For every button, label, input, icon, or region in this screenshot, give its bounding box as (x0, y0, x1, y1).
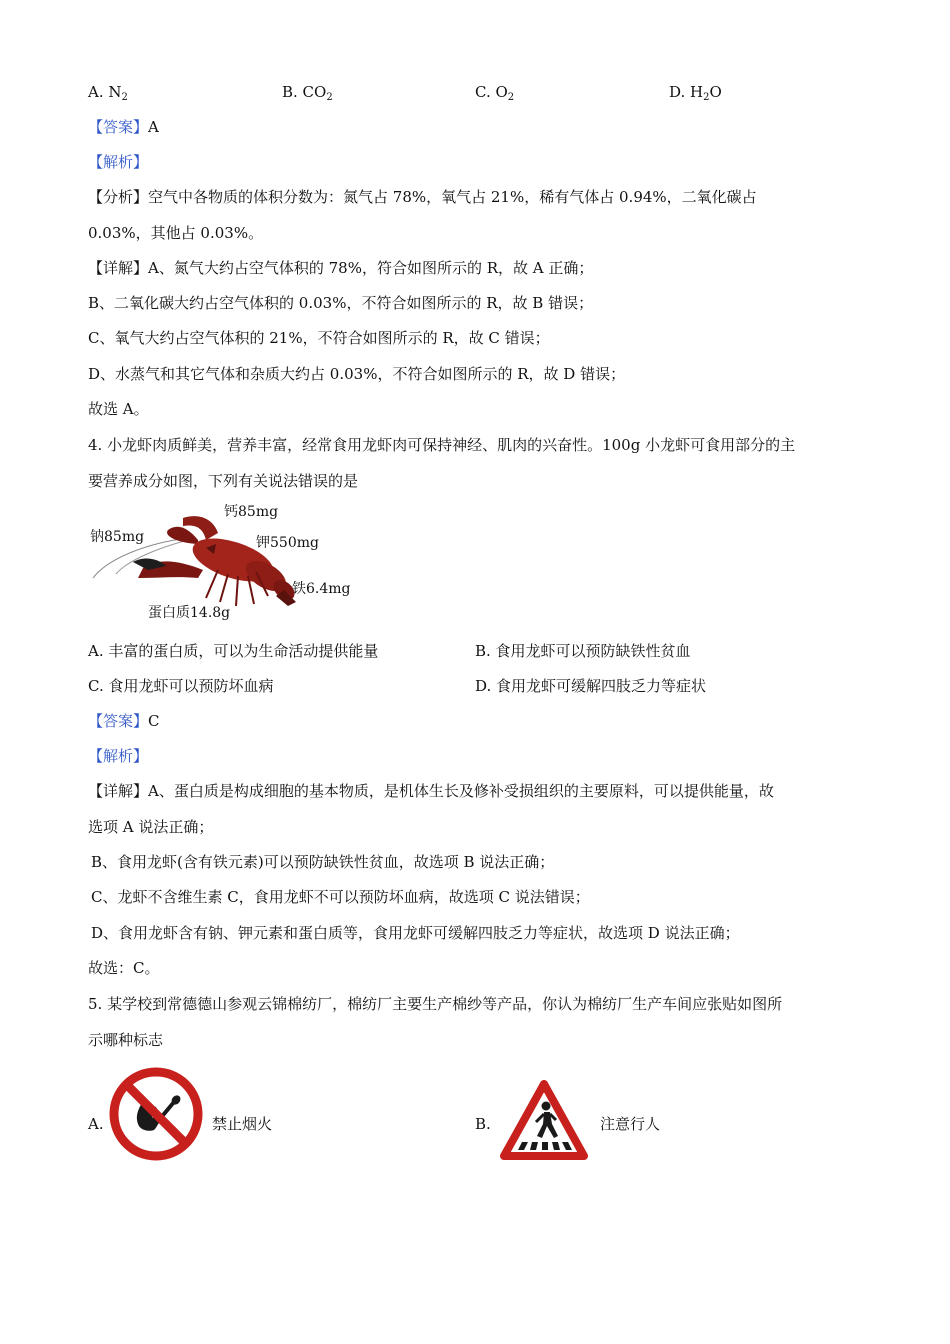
pedestrian-warning-sign (500, 1080, 588, 1162)
label-iron: 铁6.4mg (292, 581, 351, 597)
q5-option-a-text: 禁止烟火 (212, 1115, 273, 1133)
q3-conclusion: 故选 A。 (88, 400, 149, 418)
q3-fenxi-line2: 0.03%，其他占 0.03%。 (88, 224, 264, 242)
label-sodium: 钠85mg (90, 529, 145, 545)
crayfish-figure (88, 498, 368, 626)
q3-option-d: D. $H_2O$ (669, 83, 722, 103)
q3-analysis-tag: 【解析】 (88, 153, 149, 171)
q5-option-a-letter: A. (88, 1115, 104, 1133)
q3-detail-d: D、水蒸气和其它气体和杂质大约占 0.03%，不符合如图所示的 R，故 D 错误； (88, 365, 626, 383)
q4-answer: 【答案】C (88, 712, 160, 730)
q4-option-a: A. 丰富的蛋白质，可以为生命活动提供能量 (88, 642, 379, 660)
no-fire-sign (108, 1066, 204, 1162)
q4-detail-a-line2: 选项 A 说法正确； (88, 818, 214, 836)
q4-option-b: B. 食用龙虾可以预防缺铁性贫血 (475, 642, 691, 660)
q3-fenxi-line1: 【分析】空气中各物质的体积分数为：氮气占 78%，氧气占 21%，稀有气体占 0.94%，二氧化碳占 (88, 188, 757, 206)
q5-stem-line1: 5. 某学校到常德德山参观云锦棉纺厂，棉纺厂主要生产棉纱等产品，你认为棉纺厂生产车间应张贴如图所 (88, 995, 783, 1013)
q4-detail-d: D、食用龙虾含有钠、钾元素和蛋白质等，食用龙虾可缓解四肢乏力等症状，故选项 D 说法正确； (91, 924, 740, 942)
q3-detail-b: B、二氧化碳大约占空气体积的 0.03%，不符合如图所示的 R，故 B 错误； (88, 294, 594, 312)
label-calcium: 钙85mg (224, 504, 279, 520)
q5-option-b-letter: B. (475, 1115, 491, 1133)
q4-option-d: D. 食用龙虾可缓解四肢乏力等症状 (475, 677, 707, 695)
q5-stem-line2: 示哪种标志 (88, 1031, 164, 1049)
q4-detail-a-line1: 【详解】A、蛋白质是构成细胞的基本物质，是机体生长及修补受损组织的主要原料，可以提供能量，故 (88, 782, 774, 800)
q3-option-a: A. $N_2$ (88, 83, 128, 103)
q4-option-c: C. 食用龙虾可以预防坏血病 (88, 677, 274, 695)
q4-stem-line2: 要营养成分如图，下列有关说法错误的是 (88, 472, 359, 490)
q5-option-b-text: 注意行人 (600, 1115, 661, 1133)
q3-detail-c: C、氧气大约占空气体积的 21%，不符合如图所示的 R，故 C 错误； (88, 329, 550, 347)
pedestrian-warning-sign-icon (500, 1080, 588, 1162)
q4-detail-b: B、食用龙虾(含有铁元素)可以预防缺铁性贫血，故选项 B 说法正确； (91, 853, 555, 871)
q3-detail-a: 【详解】A、氮气大约占空气体积的 78%，符合如图所示的 R，故 A 正确； (88, 259, 594, 277)
no-fire-sign-icon (108, 1066, 204, 1162)
q4-conclusion: 故选：C。 (88, 959, 160, 977)
label-potassium: 钾550mg (256, 535, 319, 551)
q4-stem-line1: 4. 小龙虾肉质鲜美，营养丰富，经常食用龙虾肉可保持神经、肌肉的兴奋性。100g 小龙虾可食用部分的主 (88, 436, 796, 454)
q4-detail-c: C、龙虾不含维生素 C，食用龙虾不可以预防坏血病，故选项 C 说法错误； (91, 888, 590, 906)
q4-analysis-tag: 【解析】 (88, 747, 149, 765)
q3-answer: 【答案】A (88, 118, 159, 136)
q3-option-b: B. $CO_2$ (282, 83, 333, 103)
label-protein: 蛋白质14.8g (148, 605, 231, 621)
q3-option-c: C. $O_2$ (475, 83, 515, 103)
